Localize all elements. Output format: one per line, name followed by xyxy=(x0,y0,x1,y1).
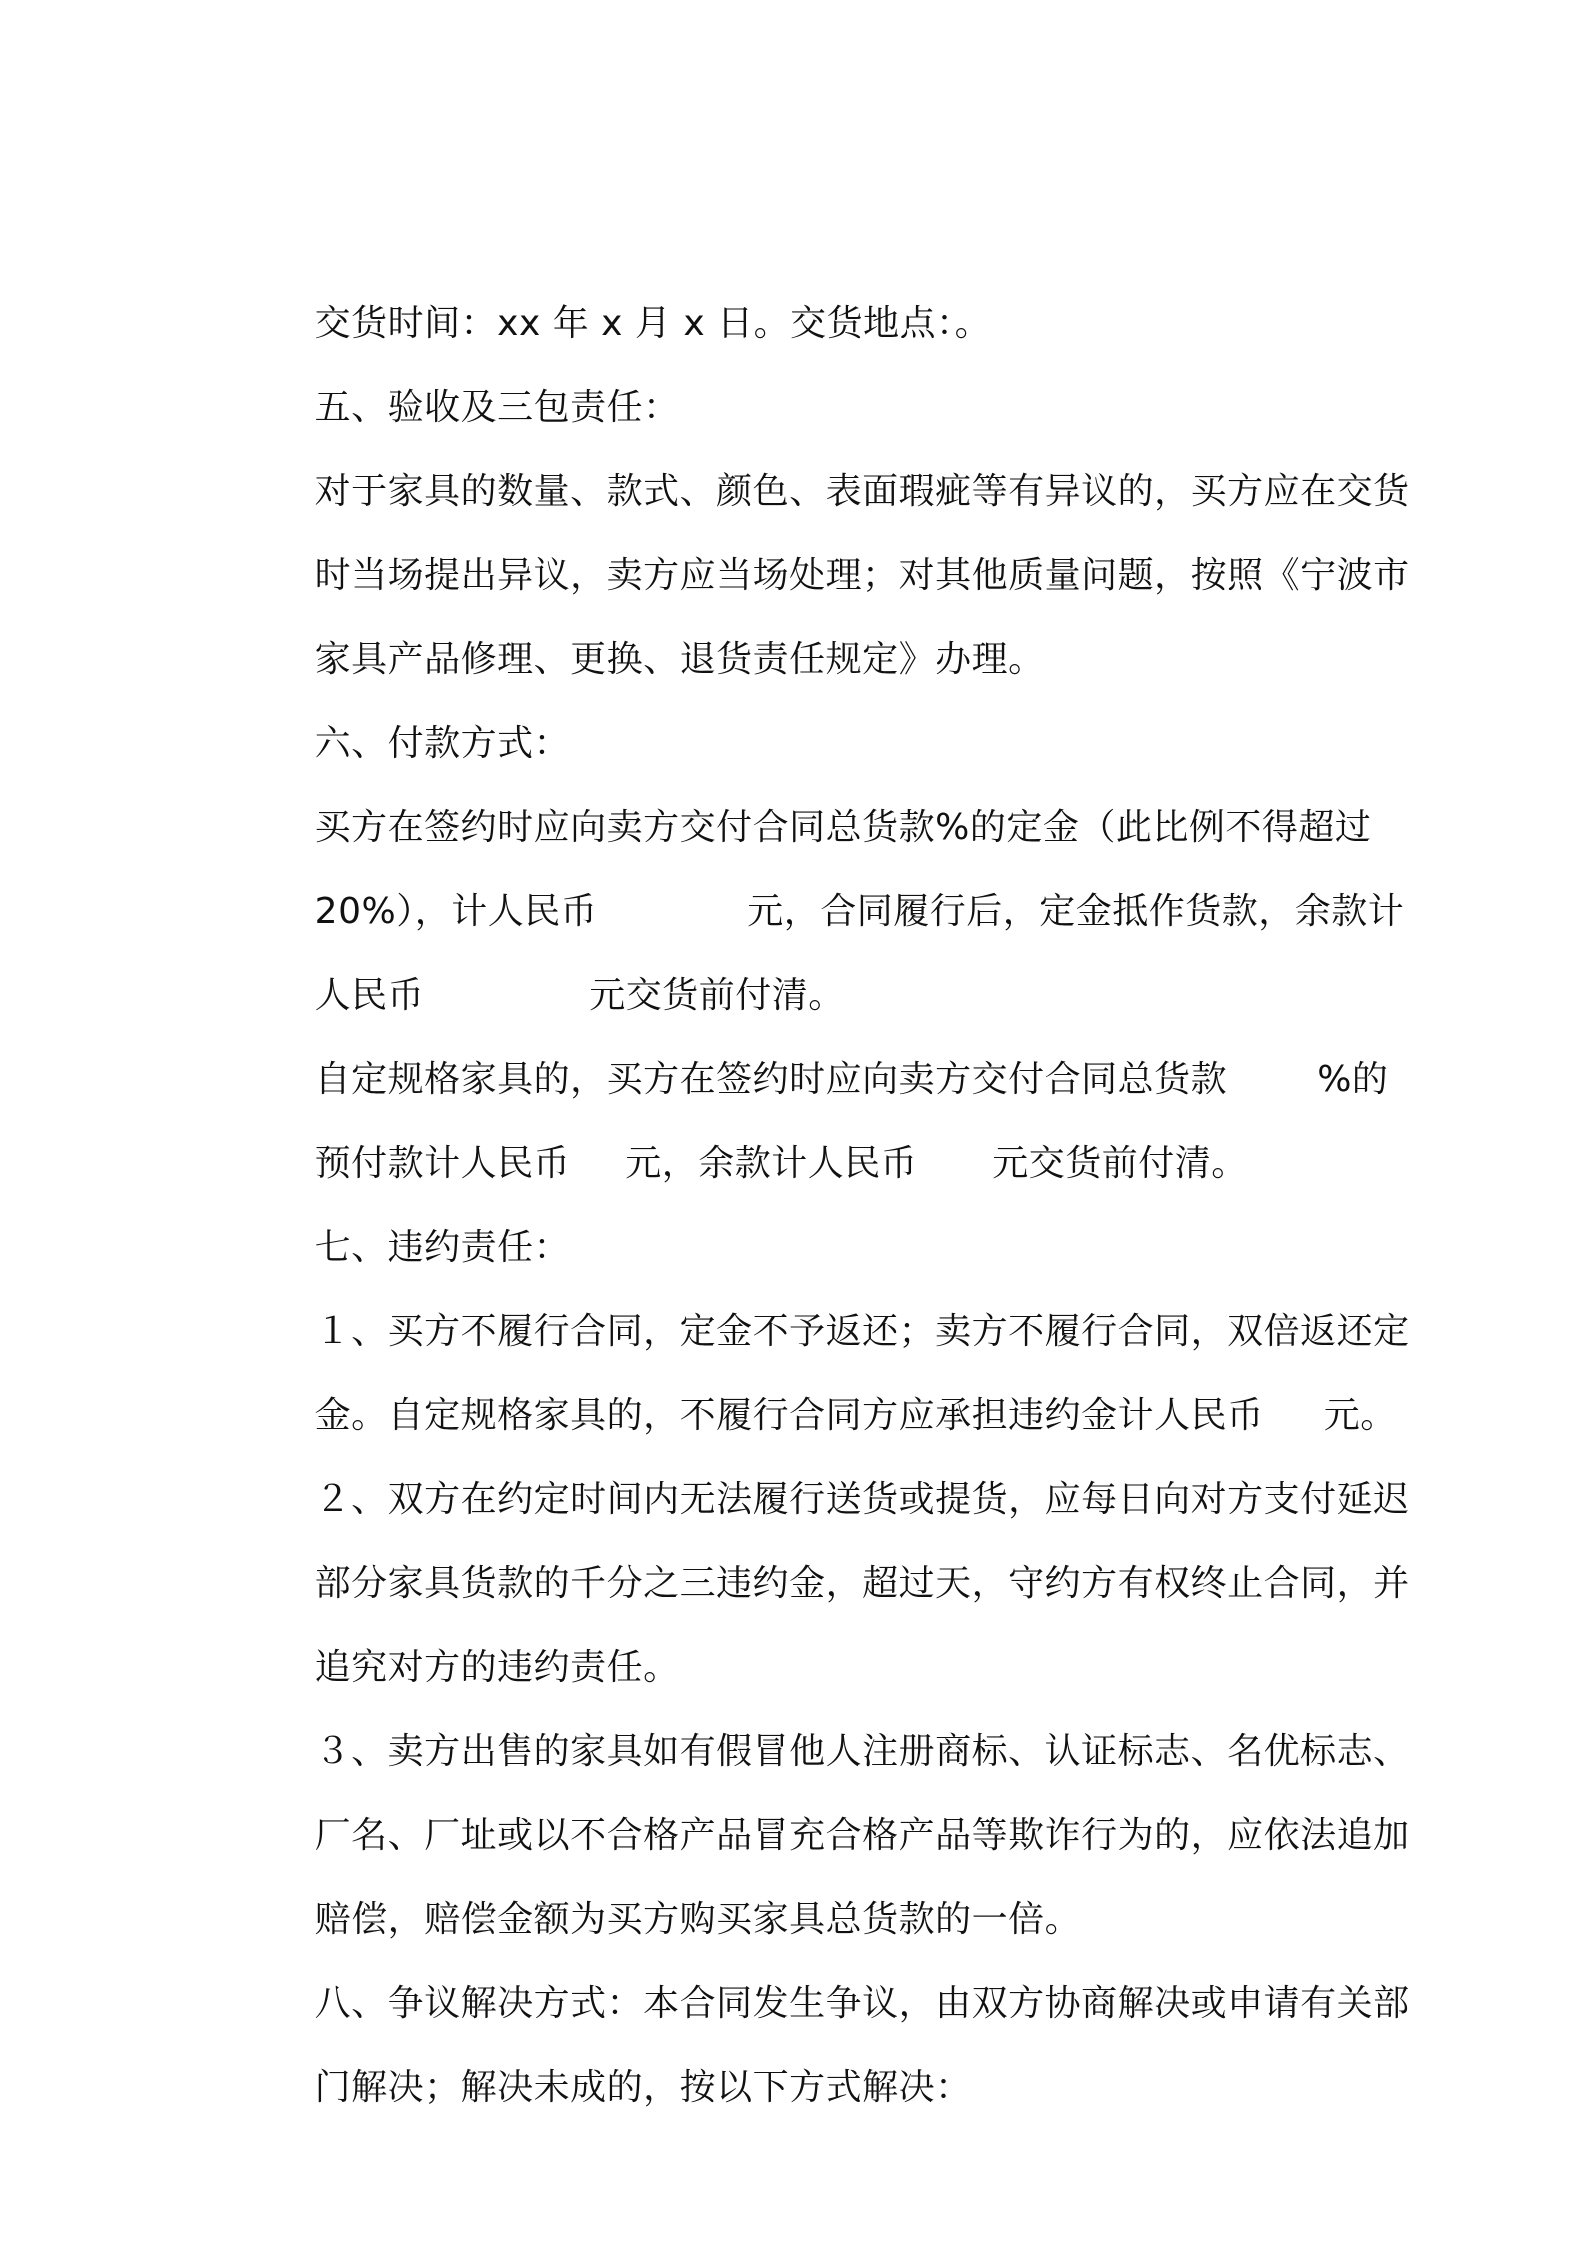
text: 部分家具货款的千分之三违约金，超过天，守约方有权终止合同，并 xyxy=(314,1563,1410,1604)
text: 五、验收及三包责任： xyxy=(314,387,680,428)
contract-text xyxy=(243,198,1410,2108)
text: １、买方不履行合同，定金不予返还；卖方不履行合同，双倍返还定 xyxy=(314,1311,1410,1352)
text: 元。 xyxy=(1323,1395,1397,1436)
text: 门解决；解决未成的，按以下方式解决： xyxy=(314,2067,972,2108)
text: 元，余款计人民币 xyxy=(625,1143,918,1184)
text: 自定规格家具的，买方在签约时应向卖方交付合同总货款 xyxy=(314,1059,1228,1100)
text: 厂名、厂址或以不合格产品冒充合格产品等欺诈行为的，应依法追加 xyxy=(314,1815,1410,1856)
text: 七、违约责任： xyxy=(314,1227,571,1268)
text: 交货时间：xx 年 x 月 x 日。交货地点：。 xyxy=(314,303,992,344)
text: 20%），计人民币 xyxy=(314,891,598,932)
text: 预付款计人民币 xyxy=(314,1143,571,1184)
text: 元交货前付清。 xyxy=(589,975,845,1016)
text: 时当场提出异议，卖方应当场处理；对其他质量问题，按照《宁波市 xyxy=(314,555,1410,596)
text: 赔偿，赔偿金额为买方购买家具总货款的一倍。 xyxy=(314,1899,1082,1940)
text: %的 xyxy=(1317,1059,1389,1100)
text: 元，合同履行后，定金抵作货款，余款计 xyxy=(747,891,1405,932)
text: 金。自定规格家具的，不履行合同方应承担违约金计人民币 xyxy=(314,1395,1264,1436)
text: 八、争议解决方式：本合同发生争议，由双方协商解决或申请有关部 xyxy=(314,1983,1410,2024)
text: 人民币 xyxy=(314,975,425,1016)
text: 买方在签约时应向卖方交付合同总货款%的定金（此比例不得超过 xyxy=(314,807,1372,848)
text: 六、付款方式： xyxy=(314,723,571,764)
text: 对于家具的数量、款式、颜色、表面瑕疵等有异议的，买方应在交货 xyxy=(314,471,1410,512)
text: ２、双方在约定时间内无法履行送货或提货，应每日向对方支付延迟 xyxy=(314,1479,1410,1520)
delivery-time-line xyxy=(243,198,1363,344)
text: 元交货前付清。 xyxy=(992,1143,1248,1184)
text: ３、卖方出售的家具如有假冒他人注册商标、认证标志、名优标志、 xyxy=(314,1731,1410,1772)
text: 追究对方的违约责任。 xyxy=(314,1647,680,1688)
text: 家具产品修理、更换、退货责任规定》办理。 xyxy=(314,639,1045,680)
